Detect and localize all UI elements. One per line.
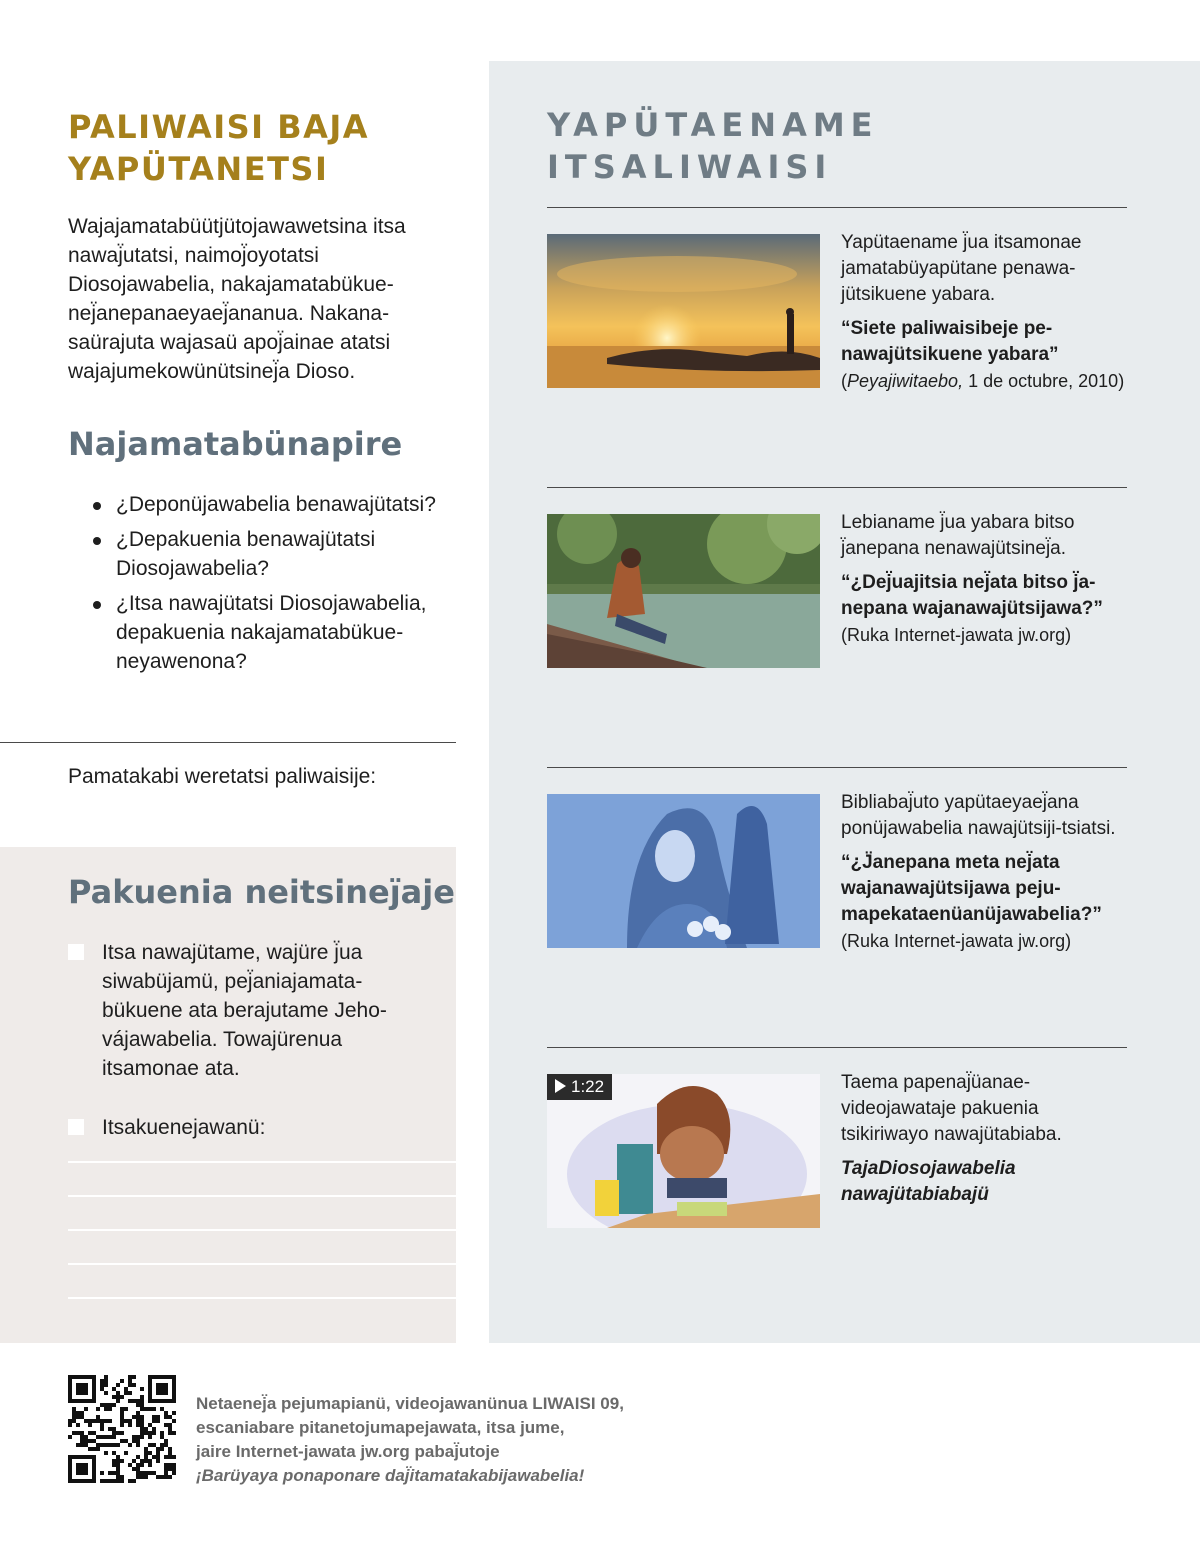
qr-code[interactable] [68,1375,176,1483]
review-heading: Najamatabünapire [68,425,403,463]
learn-item: Lebianame j̈ua yabara bitso j̈anepana nenawajütsinej̈a. “¿Dej̈uajitsia nej̈ata bitso j̈a-nepana wajanawajütsijawa?” (Ruka Internet-jawata jw.org) [841,510,1131,648]
review-question: ¿Depakuenia benawajütatsi Diosojawabelia? [90,525,460,583]
divider [547,767,1127,768]
article-link[interactable]: “¿Dej̈uajitsia nej̈ata bitso j̈a-nepana wajanawajütsijawa?” [841,572,1103,619]
goal-item: Itsa nawajütame, wajüre j̈ua siwabüjamü, pej̈aniajamata-bükuene ata berajutame Jeho-vájawabelia. Towajürenua itsamonae ata. [68,938,428,1083]
learn-item: Yapütaename j̈ua itsamonae jamatabüyapütane penawa-jütsikuene yabara. “Siete paliwaisibeje pe-nawajütsikuene yabara” (Peyajiwitaebo, 1 de octubre, 2010) [841,230,1131,394]
sunset-image[interactable] [547,234,820,388]
write-line[interactable] [68,1195,456,1197]
woman-by-river-image[interactable] [547,514,820,668]
bullet-icon [93,502,101,510]
divider [547,487,1127,488]
play-icon [555,1079,566,1093]
review-questions [90,490,460,682]
divider [0,742,456,743]
lesson-title-line2: YAPÜTANETSI [68,150,329,188]
footer-text: Netaenej̈a pejumapianü, videojawanünua LIWAISI 09, escaniabare pitanetojumapejawata, itsa jume, jaire Internet-jawata jw.org pabaj̈utoje ¡Barüyaya ponaponare daj̈itamatakabijawabelia! [196,1394,624,1485]
lesson-intro: Wajajamatabüütjütojawawetsina itsa nawaj̈utatsi, naimoj̈oyotatsi Diosojawabelia, nakajamatabükue-nej̈anepanaeyaej̈ananua. Nakana-saürajuta wajasaü apoj̈ainae atatsi wajajumekowünütsinej̈a Dioso. [68,215,406,383]
write-line[interactable] [68,1229,456,1231]
learn-item: Bibliabaj̈uto yapütaeyaej̈ana ponüjawabelia nawajütsiji-tsiatsi. “¿J̈anepana meta nej̈ata wajanawajütsijawa peju-mapekataenüanüjawabelia?” (Ruka Internet-jawata jw.org) [841,790,1131,954]
lesson-title-line1: PALIWAISI BAJA [68,108,370,146]
article-source: (Peyajiwitaebo, 1 de octubre, 2010) [841,371,1125,391]
review-question: ¿Itsa nawajütatsi Diosojawabelia, depakuenia nakajamatabükue-neyawenona? [90,589,460,676]
bullet-icon [93,601,101,609]
woman-praying-image[interactable] [547,794,820,948]
divider [547,1047,1127,1048]
article-link[interactable]: “¿J̈anepana meta nej̈ata wajanawajütsijawa peju-mapekataenüanüjawabelia?” [841,852,1102,925]
learn-item: Taema papenaj̈üanae-videojawataje pakuenia tsikiriwayo nawajütabiaba. TajaDiosojawabelia nawajütabiabajü [841,1070,1131,1208]
write-line[interactable] [68,1263,456,1265]
lesson-title [68,106,448,190]
checkbox[interactable] [68,1119,84,1135]
divider [547,207,1127,208]
scripture-label: Pamatakabi weretatsi paliwaisije: [68,765,377,788]
review-question: ¿Deponüjawabelia benawajütatsi? [90,490,460,519]
learn-more-title: YAPÜTAENAME ITSALIWAISI [547,106,879,186]
video-title-link[interactable]: TajaDiosojawabelia nawajütabiabajü [841,1158,1016,1205]
bullet-icon [93,537,101,545]
write-line[interactable] [68,1161,456,1163]
goal-heading: Pakuenia neitsinej̈aje [68,873,455,911]
write-line[interactable] [68,1297,456,1299]
article-source: (Ruka Internet-jawata jw.org) [841,625,1072,645]
article-source: (Ruka Internet-jawata jw.org) [841,931,1072,951]
goal-checklist [68,938,428,1172]
checkbox[interactable] [68,944,84,960]
article-link[interactable]: “Siete paliwaisibeje pe-nawajütsikuene yabara” [841,318,1059,365]
video-duration-badge: 1:22 [547,1074,612,1100]
goal-item-other: Itsakuenejawanü: [68,1113,428,1142]
video-thumbnail[interactable] [547,1074,820,1228]
